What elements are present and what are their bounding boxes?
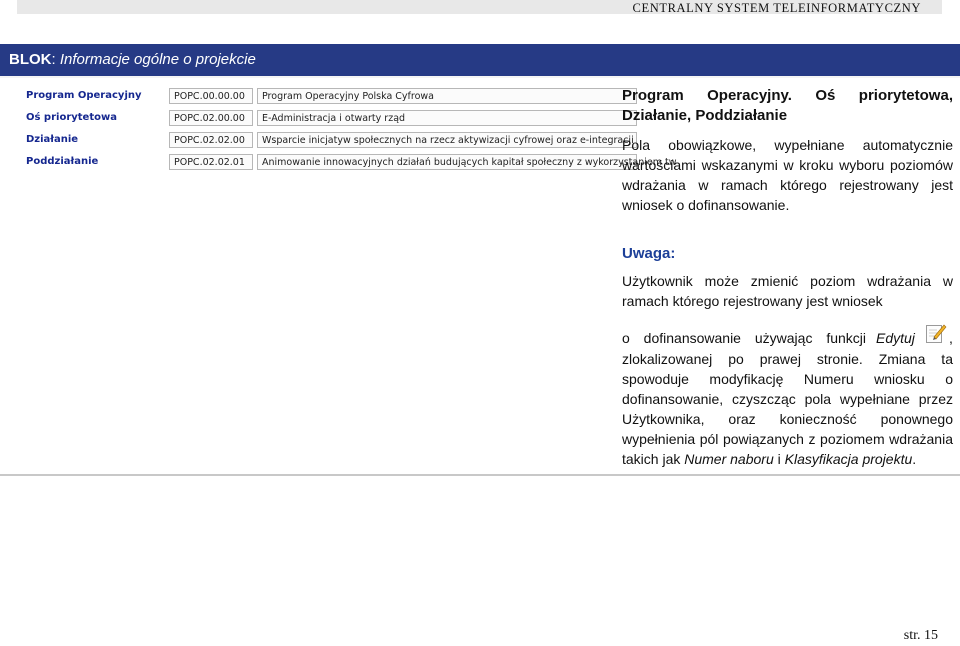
edit-line-prefix: o dofinansowanie używając funkcji <box>622 330 867 346</box>
divider <box>0 474 960 476</box>
edit-line-suffix: , <box>949 330 953 346</box>
edit-instruction-line <box>622 322 953 346</box>
pencil-notepad-icon <box>925 322 947 344</box>
header-bar <box>17 0 942 14</box>
form-row-action <box>17 132 634 150</box>
term-klasyfikacja-projektu: Klasyfikacja projektu <box>784 451 913 467</box>
para3-text: zlokalizowanej po prawej stronie. Zmiana ta spowoduje modyfikację Numeru wniosku o dofinansowanie, czyszcząc pola wypełniane przez Użytkownika, oraz konieczność ponownego wypełnienia pól powiązanych z poziomem wdrażania takich jak <box>622 351 953 467</box>
blok-value: Informacje ogólne o projekcie <box>59 51 256 68</box>
blok-label: BLOK <box>9 51 52 68</box>
section-banner-text <box>9 51 256 68</box>
form-row-label: Poddziałanie <box>26 156 99 167</box>
form-row-code: POPC.00.00.00 <box>169 88 253 104</box>
para3-end: . <box>912 451 917 467</box>
page-number: str. 15 <box>903 628 938 643</box>
warning-paragraph-continued <box>622 349 953 469</box>
section-heading: Program Operacyjny. Oś priorytetowa, Działanie, Poddziałanie <box>622 87 953 124</box>
warning-paragraph: Użytkownik może zmienić poziom wdrażania w ramach którego rejestrowany jest wniosek <box>622 273 953 309</box>
form-screenshot <box>17 84 677 174</box>
section-banner <box>0 44 960 78</box>
warning-title: Uwaga: <box>622 245 676 262</box>
edit-function-name: Edytuj <box>876 330 915 346</box>
form-row-name: Program Operacyjny Polska Cyfrowa <box>257 88 637 104</box>
form-row-code: POPC.02.00.00 <box>169 110 253 126</box>
term-numer-naboru: Numer naboru <box>684 451 774 467</box>
para3-and: i <box>773 451 785 467</box>
form-row-label: Program Operacyjny <box>26 90 142 101</box>
form-row-program <box>17 88 621 106</box>
form-row-name: Wsparcie inicjatyw społecznych na rzecz aktywizacji cyfrowej oraz e-integracji <box>257 132 637 148</box>
blok-separator: : <box>51 51 60 68</box>
form-row-priority-axis <box>17 110 621 128</box>
form-row-name: Animowanie innowacyjnych działań budujących kapitał społeczny z wykorzystaniem tw <box>257 154 637 170</box>
form-row-label: Działanie <box>26 134 79 145</box>
system-title: CENTRALNY SYSTEM TELEINFORMATYCZNY <box>632 1 921 15</box>
form-row-label: Oś priorytetowa <box>26 112 117 123</box>
form-row-name: E-Administracja i otwarty rząd <box>257 110 637 126</box>
description-paragraph: Pola obowiązkowe, wypełniane automatycznie wartościami wskazanymi w kroku wyboru poziomów wdrażania w ramach którego rejestrowany jest wniosek o dofinansowanie. <box>622 137 953 213</box>
form-row-code: POPC.02.02.00 <box>169 132 253 148</box>
form-row-sub-action <box>17 154 677 172</box>
form-row-code: POPC.02.02.01 <box>169 154 253 170</box>
